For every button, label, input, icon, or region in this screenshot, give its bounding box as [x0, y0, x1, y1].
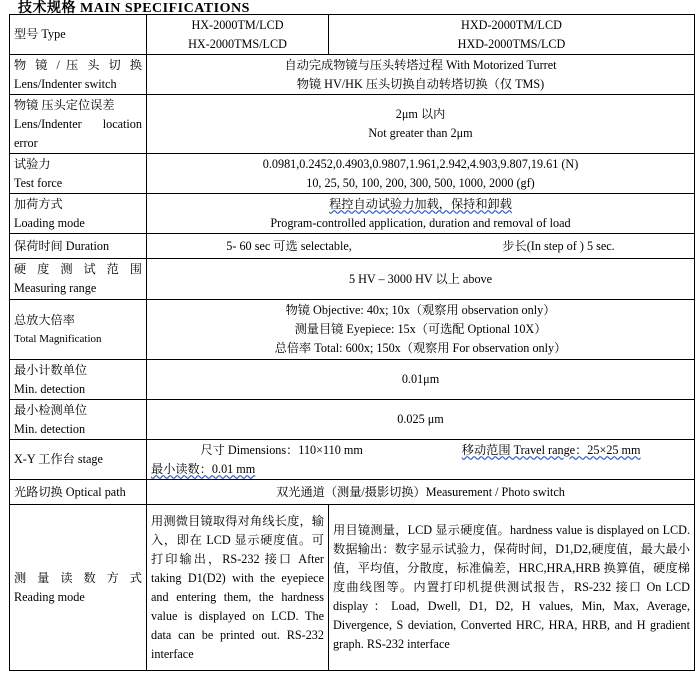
stage-label: X-Y 工作台 stage [10, 440, 147, 480]
min-detect-label [10, 400, 147, 440]
loading-label-en: Loading mode [14, 215, 85, 230]
page-title: 技术规格 MAIN SPECIFICATIONS [18, 1, 250, 16]
table-row-mag [10, 300, 695, 360]
switch-line2: 物镜 HV/HK 压头切换自动转塔切换（仅 TMS) [296, 76, 545, 91]
range-value: 5 HV – 3000 HV 以上 above [147, 259, 695, 300]
table-row-reading [10, 505, 695, 671]
dwell-right: 步长(In step of ) 5 sec. [502, 238, 615, 253]
model-hxd [329, 15, 695, 55]
mag-label-cn: 总放大倍率 [14, 312, 75, 327]
table-row-optical [10, 480, 695, 505]
force-label [10, 154, 147, 194]
force-label-cn: 试验力 [14, 156, 51, 171]
min-count-label-en: Min. detection [14, 381, 86, 396]
model-hxd-line1: HXD-2000TM/LCD [461, 17, 562, 32]
reading-label-cn: 测 量 读 数 方 式 [14, 570, 142, 585]
stage-value [147, 440, 695, 480]
range-label-en: Measuring range [14, 281, 97, 295]
reading-left: 用测微目镜取得对角线长度，输入，即在 LCD 显示硬度值。可打印输出，RS-232 接口 After taking D1(D2) with the eyepiece and entering them, the hardness value is displayed on LCD. The data can be printed out. RS-232 interface [147, 505, 329, 671]
reading-label [10, 505, 147, 671]
error-label-en1: Lens/Indenter location [14, 116, 142, 131]
loading-line2: Program-controlled application, duration and removal of load [270, 215, 571, 230]
switch-label [10, 55, 147, 95]
switch-label-en: Lens/Indenter switch [14, 76, 117, 91]
model-label: 型号 Type [10, 15, 147, 55]
min-detect-value: 0.025 μm [147, 400, 695, 440]
table-row-error [10, 95, 695, 154]
reading-label-en: Reading mode [14, 589, 85, 604]
mag-label [10, 300, 147, 360]
reading-right: 用目镜测量，LCD 显示硬度值。hardness value is displayed on LCD. 数据输出：数字显示试验力，保荷时间，D1,D2,硬度值，最大最小值，平均值，分散度，标准偏差，HRC,HRA,HRB 换算值，硬度梯度曲线图等。内置打印机提供测试报告，RS-232 接口 On LCD display：Load, Dwell, D1, D2, H values, Min, Max, Average, Divergence, S deviation, Converted HRC, HRA, HRB, and H gradient graph. RS-232 interface [329, 505, 695, 671]
mag-line3: 总倍率 Total: 600x; 150x（观察用 For observation only） [274, 341, 567, 355]
table-row-dwell [10, 234, 695, 259]
min-count-label-cn: 最小计数单位 [14, 362, 88, 377]
min-detect-label-cn: 最小检测单位 [14, 402, 88, 417]
loading-label-cn: 加荷方式 [14, 196, 63, 211]
mag-label-en: Total Magnification [14, 332, 102, 345]
mag-value [147, 300, 695, 360]
dwell-label: 保荷时间 Duration [10, 234, 147, 259]
table-row-min-detect [10, 400, 695, 440]
stage-travel: 移动范围 Travel range：25×25 mm [461, 442, 641, 457]
min-count-label [10, 360, 147, 400]
error-label-cn: 物镜 压头定位误差 [14, 97, 115, 112]
model-hx-line2: HX-2000TMS/LCD [188, 36, 287, 51]
error-value [147, 95, 695, 154]
model-hx [147, 15, 329, 55]
model-hxd-line2: HXD-2000TMS/LCD [457, 36, 566, 51]
error-label-en2: error [14, 135, 38, 150]
min-detect-label-en: Min. detection [14, 421, 86, 436]
table-row-loading [10, 194, 695, 234]
error-line1: 2μm 以内 [395, 107, 446, 121]
min-count-value: 0.01μm [147, 360, 695, 400]
table-row-switch [10, 55, 695, 95]
model-hx-line1: HX-2000TM/LCD [191, 17, 284, 32]
switch-label-cn: 物 镜 / 压 头 切 换 [14, 57, 142, 72]
optical-label: 光路切换 Optical path [10, 480, 147, 505]
loading-line1: 程控自动试验力加载，保持和卸载 [329, 196, 512, 211]
mag-line2: 测量目镜 Eyepiece: 15x（可选配 Optional 10X） [294, 322, 547, 336]
stage-dimensions: 尺寸 Dimensions：110×110 mm [200, 442, 363, 457]
loading-value [147, 194, 695, 234]
loading-label [10, 194, 147, 234]
table-row-range [10, 259, 695, 300]
stage-min-reading: 最小读数：0.01 mm [151, 461, 256, 476]
force-line1: 0.0981,0.2452,0.4903,0.9807,1.961,2.942,4.903,9.807,19.61 (N) [262, 156, 579, 171]
optical-value: 双光通道（测量/摄影切换）Measurement / Photo switch [147, 480, 695, 505]
range-label-cn: 硬 度 测 试 范 围 [14, 262, 142, 276]
table-row-force [10, 154, 695, 194]
mag-line1: 物镜 Objective: 40x; 10x（观察用 observation only） [285, 303, 556, 317]
dwell-value [147, 234, 695, 259]
table-row-model [10, 15, 695, 55]
error-label [10, 95, 147, 154]
force-label-en: Test force [14, 175, 63, 190]
force-value [147, 154, 695, 194]
error-line2: Not greater than 2μm [368, 126, 473, 140]
force-line2: 10, 25, 50, 100, 200, 300, 500, 1000, 2000 (gf) [306, 175, 535, 190]
spec-table [9, 14, 695, 671]
range-label [10, 259, 147, 300]
dwell-left: 5- 60 sec 可选 selectable, [226, 238, 352, 253]
switch-line1: 自动完成物镜与压头转塔过程 With Motorized Turret [284, 57, 557, 72]
table-row-min-count [10, 360, 695, 400]
switch-value [147, 55, 695, 95]
table-row-stage [10, 440, 695, 480]
